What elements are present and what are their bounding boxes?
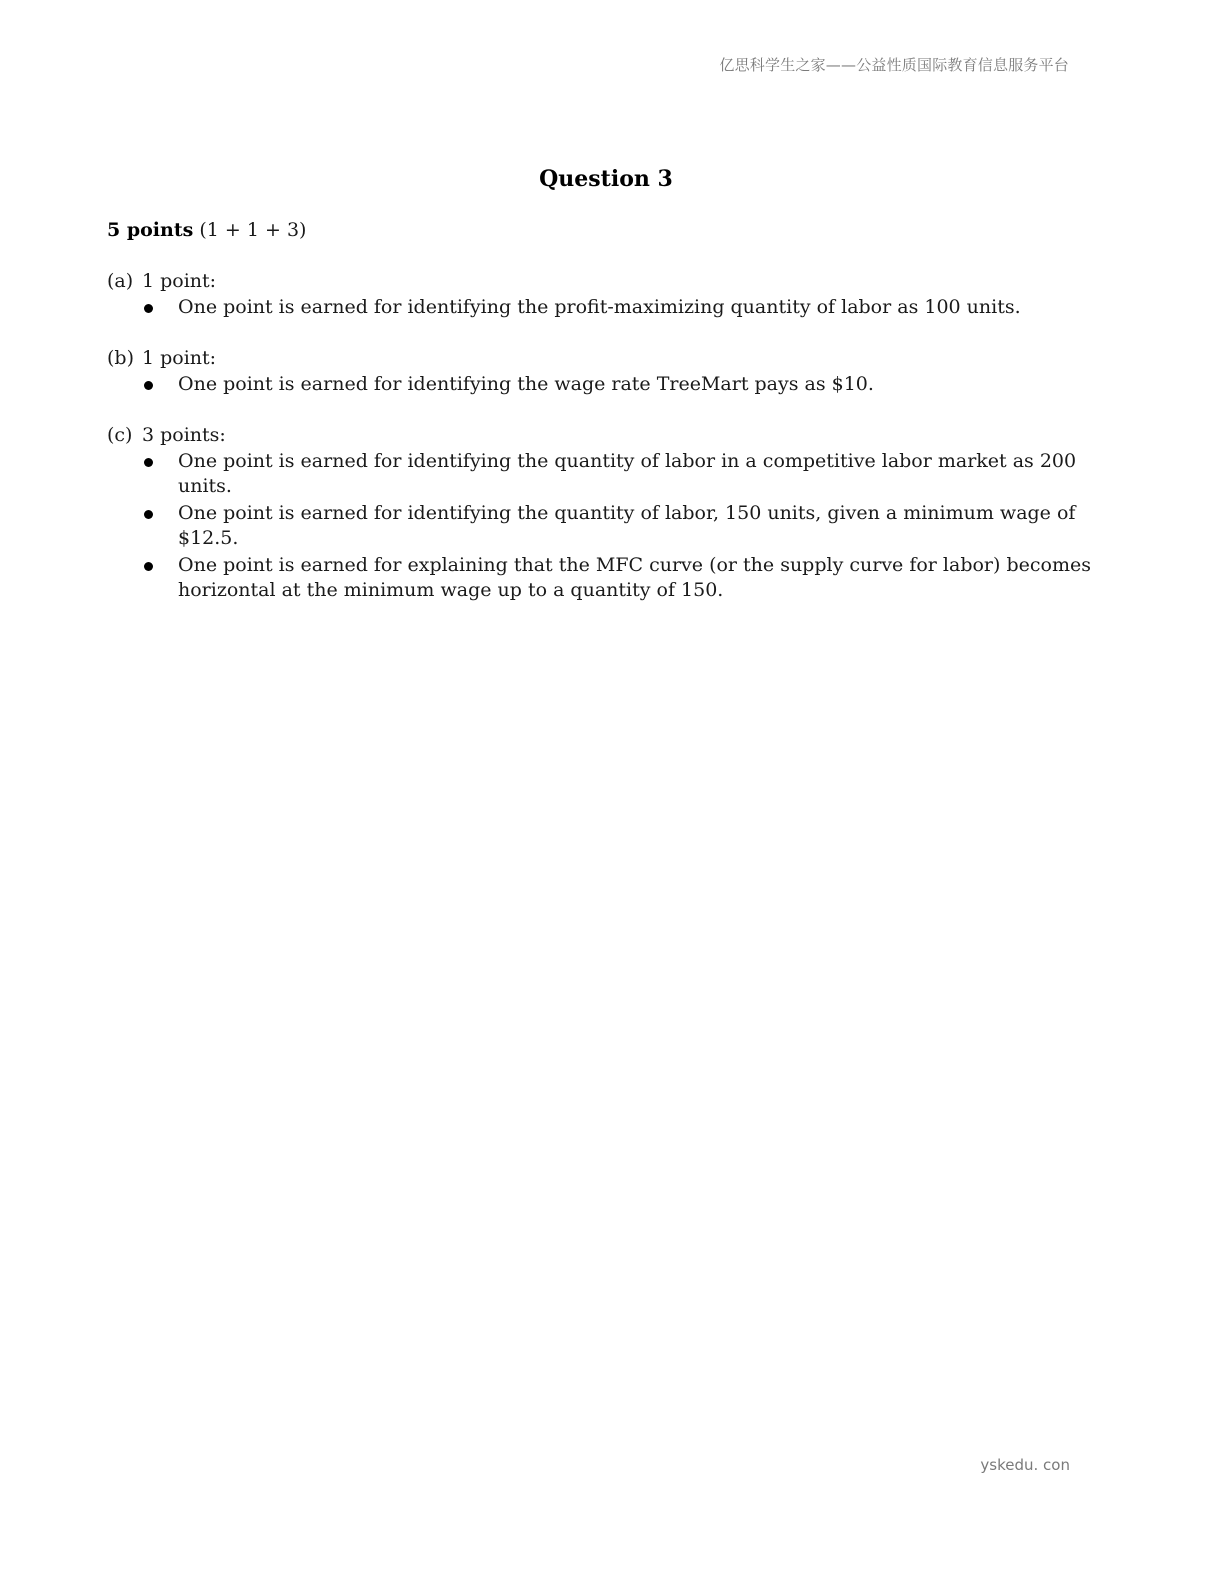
part-a-bullets — [107, 295, 1117, 320]
bullet-icon — [107, 449, 178, 499]
bullet-icon — [107, 372, 178, 397]
footer-watermark: yskedu. con — [980, 1456, 1070, 1474]
part-letter: (b) — [107, 347, 134, 369]
part-b-heading — [107, 345, 1117, 372]
list-item — [107, 501, 1117, 551]
bullet-text: One point is earned for identifying the wage rate TreeMart pays as $10. — [178, 373, 874, 395]
page-title: Question 3 — [539, 166, 673, 192]
part-points-label: 1 point: — [142, 347, 217, 369]
part-c-bullets — [107, 449, 1117, 603]
list-item — [107, 449, 1117, 499]
bullet-icon — [107, 295, 178, 320]
part-c — [107, 422, 1117, 605]
bullet-icon — [107, 501, 178, 551]
points-summary — [107, 219, 306, 241]
part-b-bullets — [107, 372, 1117, 397]
part-letter: (c) — [107, 424, 133, 446]
bullet-icon — [107, 553, 178, 603]
bullet-text: One point is earned for identifying the profit-maximizing quantity of labor as 100 units. — [178, 296, 1021, 318]
part-b — [107, 345, 1117, 399]
part-points-label: 3 points: — [142, 424, 226, 446]
bullet-text: One point is earned for identifying the quantity of labor in a competitive labor market as 200 units. — [178, 450, 1077, 497]
part-letter: (a) — [107, 270, 134, 292]
part-c-heading — [107, 422, 1117, 449]
bullet-text: One point is earned for explaining that the MFC curve (or the supply curve for labor) becomes horizontal at the minimum wage up to a quantity of 150. — [178, 554, 1091, 601]
list-item — [107, 295, 1117, 320]
part-a-heading — [107, 268, 1117, 295]
bullet-text: One point is earned for identifying the quantity of labor, 150 units, given a minimum wage of $12.5. — [178, 502, 1076, 549]
part-a — [107, 268, 1117, 322]
points-breakdown: (1 + 1 + 3) — [199, 219, 307, 241]
header-watermark: 亿思科学生之家——公益性质国际教育信息服务平台 — [719, 56, 1069, 74]
list-item — [107, 372, 1117, 397]
part-points-label: 1 point: — [142, 270, 217, 292]
points-total: 5 points — [107, 219, 194, 241]
list-item — [107, 553, 1117, 603]
